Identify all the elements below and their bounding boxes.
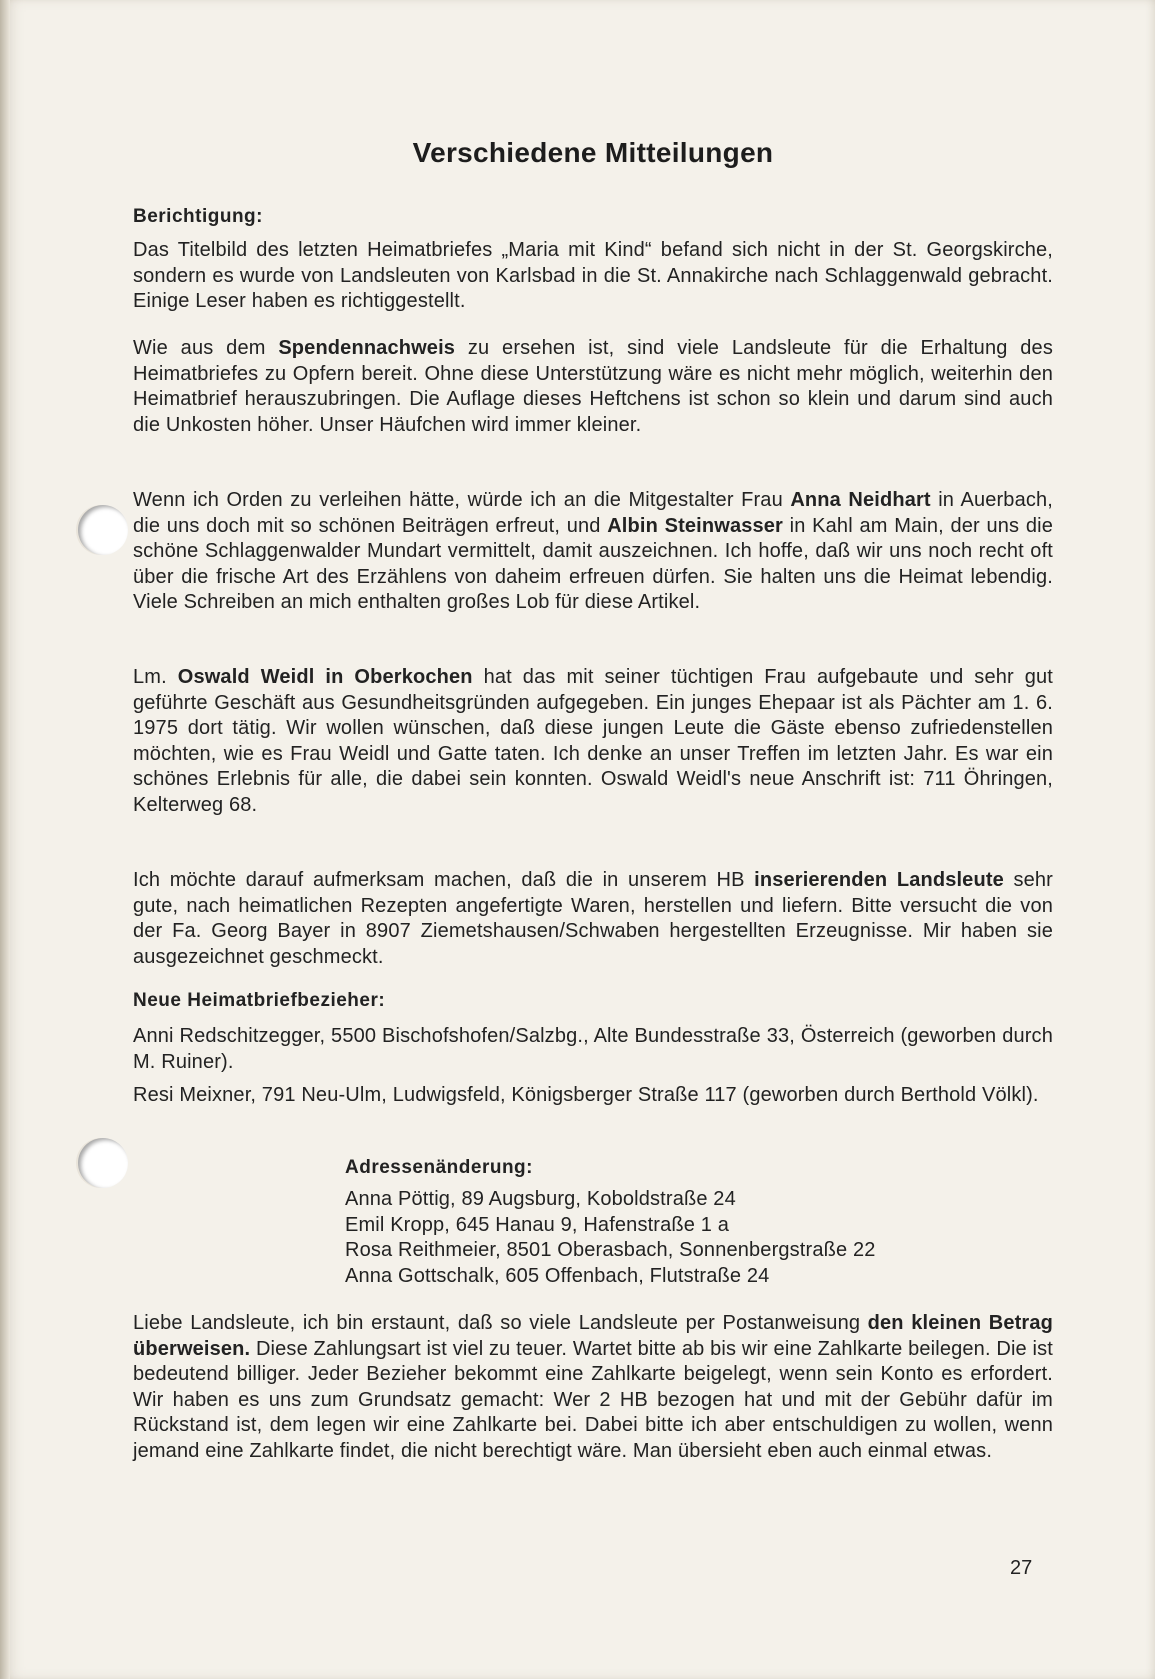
adressen-item: Anna Pöttig, 89 Augsburg, Koboldstraße 24 [345, 1188, 736, 1210]
adressen-heading: Adressenänderung: [345, 1157, 533, 1178]
spenden-text-2: zu ersehen ist, sind viele Landsleute für die Erhaltung des Heimatbriefes zu Opfern bereit. Ohne diese Unterstützung wäre es nicht mehr möglich, weiterhin den Heimatbrief herauszubringen. Die Auflage dieses Heftchens ist schon so klein und darum sind auch die Unkosten höher. Unser Häufchen wird immer kleiner. [133, 337, 1053, 436]
bezieher-item: Anni Redschitzegger, 5500 Bischofshofen/Salzbg., Alte Bundesstraße 33, Österreich (geworben durch M. Ruiner). [133, 1025, 1053, 1073]
punch-hole-bottom [78, 1138, 128, 1188]
weidl-text-2: hat das mit seiner tüchtigen Frau aufgebaute und sehr gut geführte Geschäft aus Gesundheitsgründen aufgegeben. Ein junges Ehepaar ist als Pächter am 1. 6. 1975 dort tätig. Wir wollen wünschen, daß diese jungen Leute die Gäste ebenso zufriedenstellen möchten, wie es Frau Weidl und Gatte taten. Ich denke an unser Treffen im letzten Jahr. Es war ein schönes Erlebnis für alle, die dabei sein konnten. Oswald Weidl's neue Anschrift ist: 711 Öhringen, Kelterweg 68. [133, 666, 1054, 816]
zahlung-paragraph [133, 1311, 1053, 1464]
spenden-text-1: Wie aus dem [133, 337, 279, 359]
orden-text-3: in Kahl am Main, der uns die schöne Schlaggenwalder Mundart vermittelt, damit auszeichnen. Ich hoffe, daß wir uns noch recht oft über die frische Art des Erzählens von daheim erfreuen dürfen. Sie halten uns die Heimat lebendig. Viele Schreiben an mich enthalten großes Lob für diese Artikel. [133, 514, 1053, 613]
binding-edge [0, 0, 10, 1679]
adressen-list [345, 1187, 1045, 1289]
page-title: Verschiedene Mitteilungen [412, 137, 774, 168]
adressen-item: Emil Kropp, 645 Hanau 9, Hafenstraße 1 a [345, 1213, 729, 1236]
zahlung-text-2: Diese Zahlungsart ist viel zu teuer. Wartet bitte ab bis wir eine Zahlkarte beilegen. Die ist bedeutend billiger. Jeder Bezieher bekommt eine Zahlkarte beigelegt, wenn sein Konto es erfordert. Wir haben es uns zum Grundsatz gemacht: Wer 2 HB bezogen hat und mit der Gebühr dafür im Rückstand ist, dem legen wir eine Zahlkarte bei. Dabei bitte ich aber entschuldigen zu wollen, wenn jemand eine Zahlkarte findet, die nicht berechtigt wäre. Man übersieht eben auch einmal etwas. [133, 1337, 1053, 1462]
weidl-text-1: Lm. [133, 666, 178, 688]
punch-hole-top [78, 505, 128, 555]
inserenten-text-1: Ich möchte darauf aufmerksam machen, daß die in unserem HB [133, 869, 755, 891]
inserenten-paragraph [133, 868, 1053, 970]
weidl-paragraph [133, 665, 1053, 818]
inserenten-text-2: sehr gute, nach heimatlichen Rezepten angefertigte Waren, herstellen und liefern. Bitte versucht die von der Fa. Georg Bayer in 8907 Ziemetshausen/Schwaben hergestellten Erzeugnisse. Mir haben sie ausgezeichnet geschmeckt. [133, 869, 1053, 968]
berichtigung-heading: Berichtigung: [133, 206, 263, 227]
orden-name-2: Albin Steinwasser [607, 514, 783, 537]
berichtigung-paragraph: Das Titelbild des letzten Heimatbriefes „Maria mit Kind“ befand sich nicht in der St. Georgskirche, sondern es wurde von Landsleuten von Karlsbad in die St. Annakirche nach Schlaggenwald gebracht. Einige Leser haben es richtiggestellt. [133, 239, 1053, 312]
spenden-emphasis: Spendennachweis [278, 337, 456, 359]
orden-text-1: Wenn ich Orden zu verleihen hätte, würde ich an die Mitgestalter Frau [133, 489, 791, 511]
weidl-name: Oswald Weidl in Oberkochen [177, 666, 473, 688]
orden-paragraph [133, 488, 1053, 616]
page-number: 27 [1010, 1557, 1033, 1579]
inserenten-emphasis: inserierenden Landsleute [754, 869, 1004, 891]
zahlung-emphasis: den kleinen Betrag überweisen. [133, 1312, 1053, 1360]
orden-name-1: Anna Neidhart [790, 489, 931, 511]
bezieher-item: Resi Meixner, 791 Neu-Ulm, Ludwigsfeld, Königsberger Straße 117 (geworben durch Berthold Völkl). [133, 1084, 1039, 1106]
bezieher-heading: Neue Heimatbriefbezieher: [133, 990, 386, 1011]
zahlung-text-1: Liebe Landsleute, ich bin erstaunt, daß so viele Landsleute per Postanweisung [133, 1312, 868, 1334]
adressen-item: Anna Gottschalk, 605 Offenbach, Flutstraße 24 [345, 1264, 770, 1287]
adressen-item: Rosa Reithmeier, 8501 Oberasbach, Sonnenbergstraße 22 [345, 1239, 876, 1261]
spenden-paragraph [133, 336, 1053, 438]
orden-text-2: in Auerbach, die uns doch mit so schönen Beiträgen erfreut, und [133, 489, 1053, 537]
